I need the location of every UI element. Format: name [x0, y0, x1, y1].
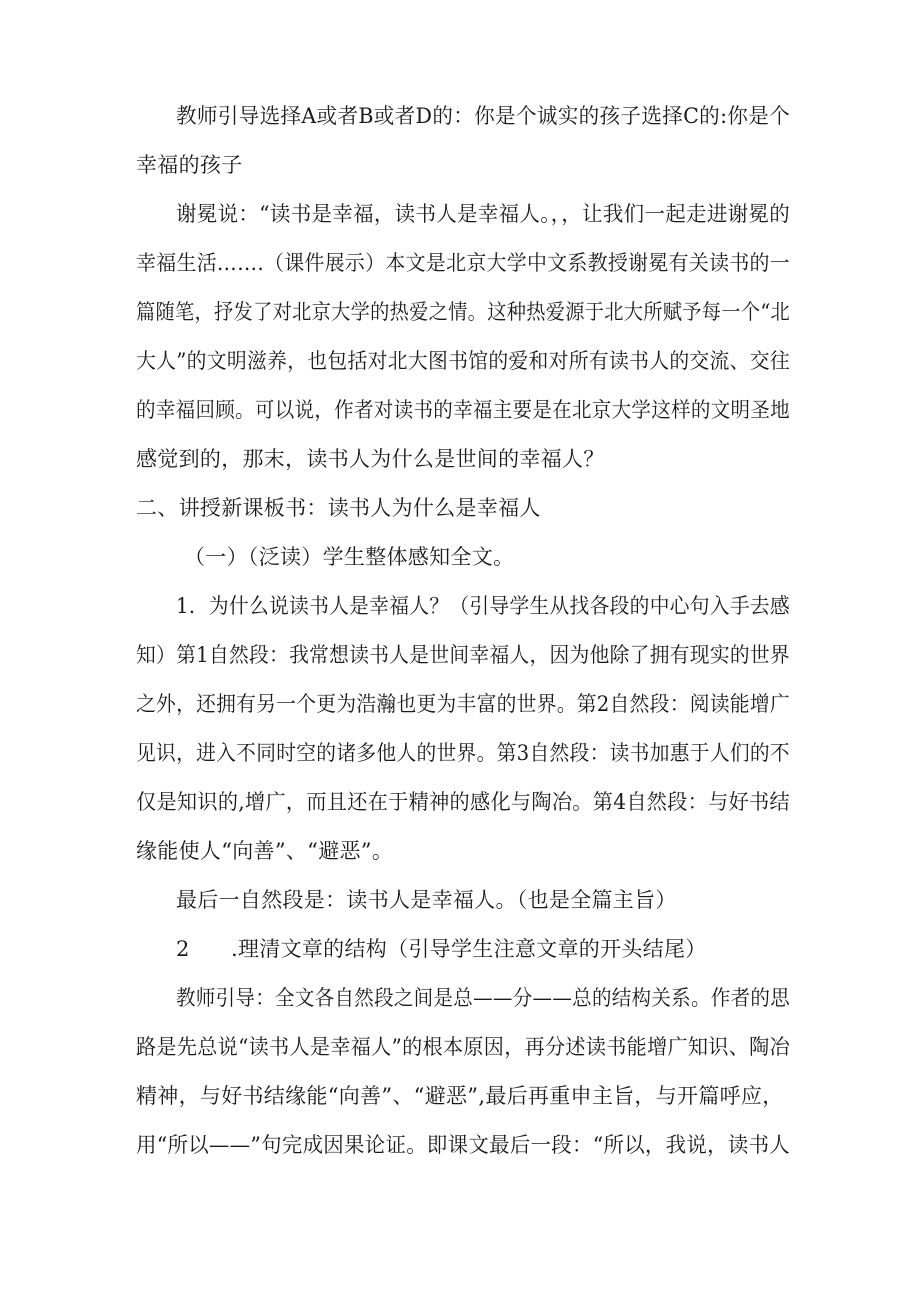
paragraph-line: 知）第1自然段：我常想读书人是世间幸福人，因为他除了拥有现实的世界	[136, 643, 790, 667]
paragraph-line: 最后一自然段是：读书人是幸福人。（也是全篇主旨）	[176, 888, 677, 912]
paragraph-line: 感觉到的，那末，读书人为什么是世间的幸福人？	[136, 447, 605, 471]
paragraph-line: 谢冕说：“读书是幸福，读书人是幸福人。，，让我们一起走进谢冕的	[176, 202, 791, 226]
paragraph-line: 1．为什么说读书人是幸福人？（引导学生从找各段的中心句入手去感	[176, 594, 790, 618]
paragraph-line: 路是先总说“读书人是幸福人”的根本原因，再分述读书能增广知识、陶冶	[136, 1035, 790, 1059]
paragraph-line: .理清文章的结构（引导学生注意文章的开头结尾）	[231, 937, 707, 961]
paragraph-line: 教师引导选择A或者B或者D的：你是个诚实的孩子选择C的:你是个	[176, 104, 790, 128]
subsection-heading: （一）（泛读）学生整体感知全文。	[184, 545, 515, 569]
paragraph-line: 篇随笔，抒发了对北京大学的热爱之情。这种热爱源于北大所赋予每一个“北	[136, 300, 790, 324]
section-heading: 二、讲授新课板书：读书人为什么是幸福人	[136, 496, 541, 520]
paragraph-line: 缘能使人“向善”、“避恶”。	[136, 839, 394, 863]
paragraph-line: 见识，进入不同时空的诸多他人的世界。第3自然段：读书加惠于人们的不	[136, 741, 790, 765]
paragraph-line: 幸福的孩子	[136, 153, 243, 177]
list-number: 2	[176, 937, 190, 961]
paragraph-line: 仅是知识的,增广，而且还在于精神的感化与陶冶。第4自然段：与好书结	[136, 790, 790, 814]
paragraph-line: 大人”的文明滋养，也包括对北大图书馆的爱和对所有读书人的交流、交往	[136, 349, 790, 373]
paragraph-line: 的幸福回顾。可以说，作者对读书的幸福主要是在北京大学这样的文明圣地	[136, 398, 790, 422]
paragraph-line: 之外，还拥有另一个更为浩瀚也更为丰富的世界。第2自然段：阅读能增广	[136, 692, 790, 716]
paragraph-line: 教师引导：全文各自然段之间是总——分——总的结构关系。作者的思	[176, 986, 791, 1010]
paragraph-line: 幸福生活…….（课件展示）本文是北京大学中文系教授谢冕有关读书的一	[136, 251, 791, 275]
paragraph-line: 精神，与好书结缘能“向善”、“避恶”,最后再重申主旨，与开篇呼应，	[136, 1084, 784, 1108]
paragraph-line: 用“所以——”句完成因果论证。即课文最后一段：“所以，我说，读书人	[136, 1133, 791, 1157]
